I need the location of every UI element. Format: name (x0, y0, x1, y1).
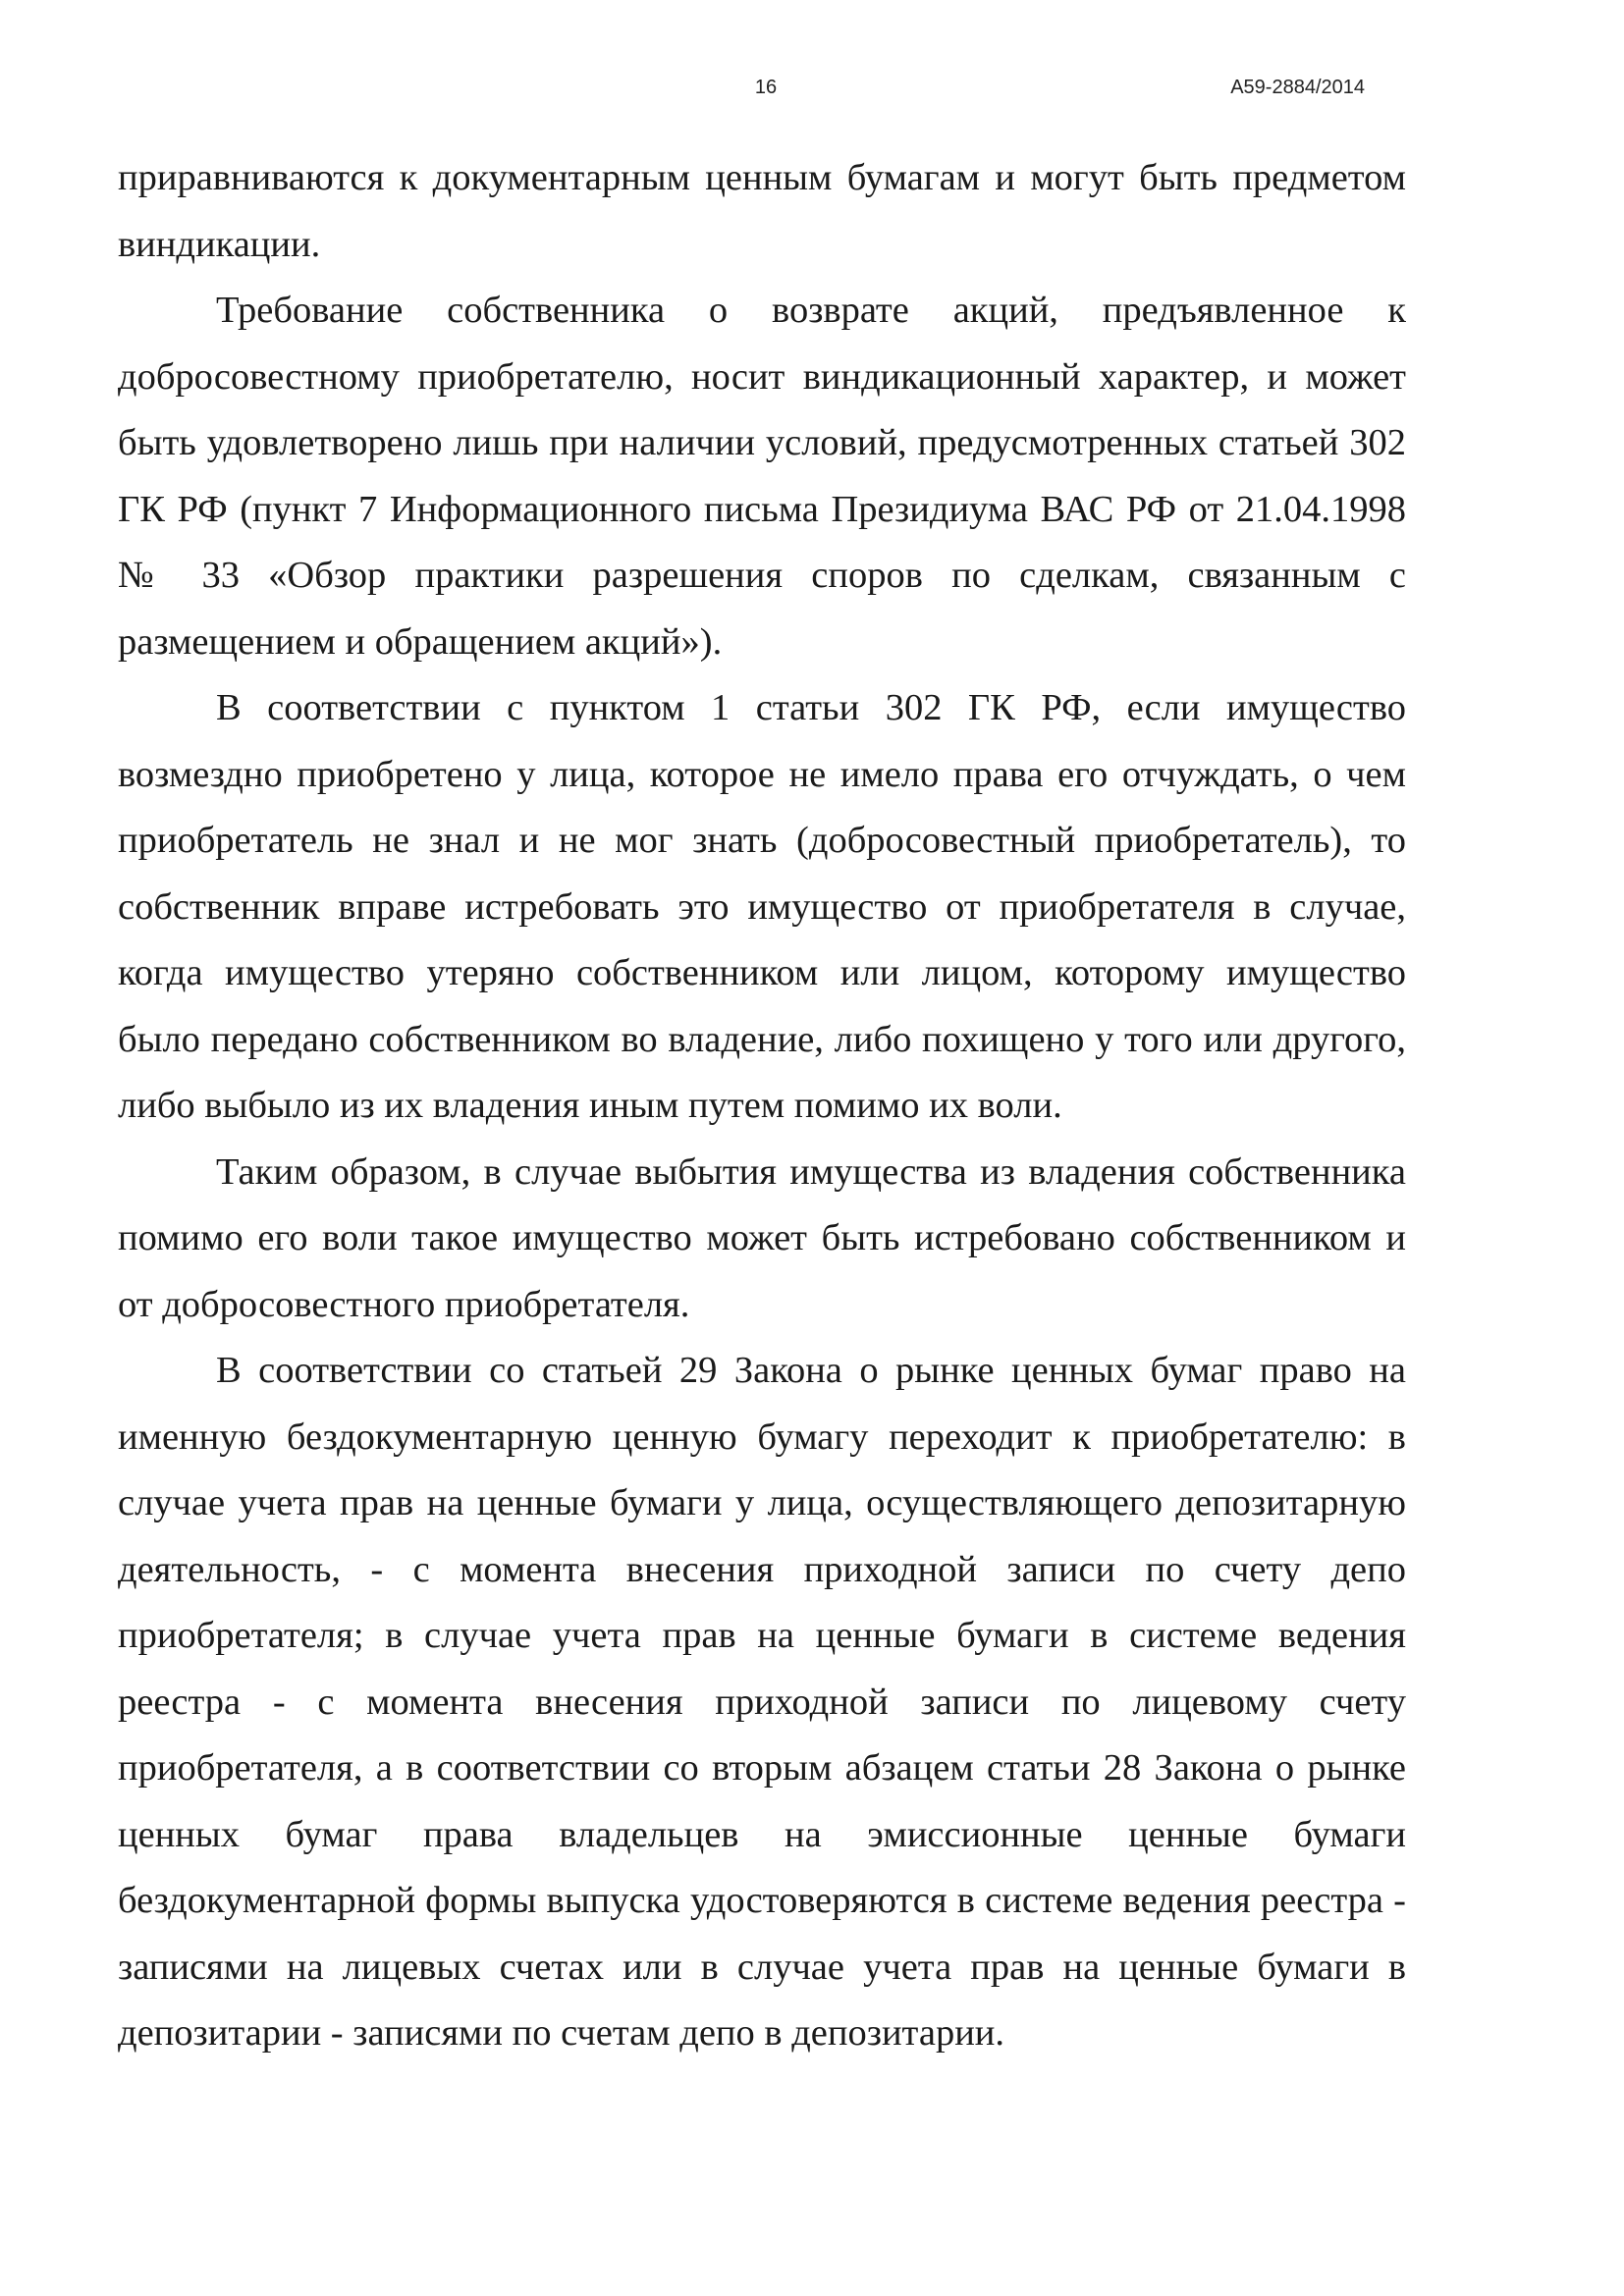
case-number: А59-2884/2014 (1230, 77, 1365, 98)
paragraph: В соответствии со статьей 29 Закона о рынке ценных бумаг право на именную бездокументарную ценную бумагу переходит к приобретателю: в случае учета прав на ценные бумаги у лица, осуществляющего депозитарную деятельность, - с момента внесения приходной записи по счету депо приобретателя; в случае учета прав на ценные бумаги в системе ведения реестра - с момента внесения приходной записи по лицевому счету приобретателя, а в соответствии со вторым абзацем статьи 28 Закона о рынке ценных бумаг права владельцев на эмиссионные ценные бумаги бездокументарной формы выпуска удостоверяются в системе ведения реестра - записями на лицевых счетах или в случае учета прав на ценные бумаги в депозитарии - записями по счетам депо в депозитарии. (118, 1350, 1406, 2054)
document-body (118, 145, 1406, 2067)
paragraph: В соответствии с пунктом 1 статьи 302 ГК РФ, если имущество возмездно приобретено у лица, которое не имело права его отчуждать, о чем приобретатель не знал и не мог знать (добросовестный приобретатель), то собственник вправе истребовать это имущество от приобретателя в случае, когда имущество утеряно собственником или лицом, которому имущество было передано собственником во владение, либо похищено у того или другого, либо выбыло из их владения иным путем помимо их воли. (118, 687, 1406, 1126)
paragraph: Требование собственника о возврате акций, предъявленное к добросовестному приобретателю, носит виндикационный характер, и может быть удовлетворено лишь при наличии условий, предусмотренных статьей 302 ГК РФ (пункт 7 Информационного письма Президиума ВАС РФ от 21.04.1998 № 33 «Обзор практики разрешения споров по сделкам, связанным с размещением и обращением акций»). (118, 290, 1406, 663)
page-number: 16 (754, 77, 778, 98)
paragraph-continuation: приравниваются к документарным ценным бумагам и могут быть предметом виндикации. (118, 157, 1406, 265)
paragraph: Таким образом, в случае выбытия имущества из владения собственника помимо его воли такое имущество может быть истребовано собственником и от добросовестного приобретателя. (118, 1150, 1406, 1325)
